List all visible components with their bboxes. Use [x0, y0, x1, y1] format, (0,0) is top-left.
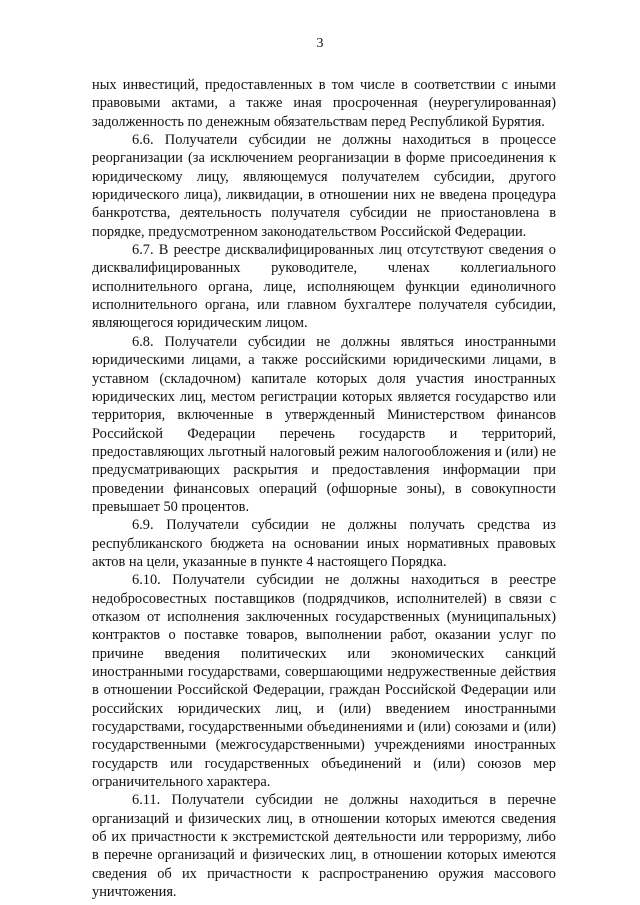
document-body	[92, 76, 556, 901]
paragraph-6-6: 6.6. Получатели субсидии не должны находиться в процессе реорганизации (за исключением реорганизации в форме присоединения к юридическому лицу, являющемуся получателем субсидии, другого юридического лица), ликвидации, в отношении них не введена процедура банкротства, деятельность получателя субсидии не приостановлена в порядке, предусмотренном законодательством Российской Федерации.	[92, 132, 556, 240]
paragraph-6-11: 6.11. Получатели субсидии не должны находиться в перечне организаций и физических лиц, в отношении которых имеются сведения об их причастности к экстремистской деятельности или терроризму, либо в перечне организаций и физических лиц, в отношении которых имеются сведения об их причастности к распространению оружия массового уничтожения.	[92, 792, 556, 901]
page-number: 3	[316, 36, 324, 51]
paragraph-6-7: 6.7. В реестре дисквалифицированных лиц отсутствуют сведения о дисквалифицированных руководителе, членах коллегиального исполнительного органа, лице, исполняющем функции единоличного исполнительного органа, или главном бухгалтере получателя субсидии, являющегося юридическим лицом.	[92, 242, 556, 332]
paragraph-6-10: 6.10. Получатели субсидии не должны находиться в реестре недобросовестных поставщиков (подрядчиков, исполнителей) в связи с отказом от исполнения заключенных государственных (муниципальных) контрактов о поставке товаров, выполнении работ, оказании услуг по причине введения политических или экономических санкций иностранными государствами, совершающими недружественные действия в отношении Российской Федерации, граждан Российской Федерации или российских юридических лиц, и (или) введением иностранными государствами, государственными объединениями и (или) союзами и (или) государственными (межгосударственными) учреждениями иностранных государств или государственных объединений и (или) союзов мер ограничительного характера.	[92, 572, 556, 791]
paragraph-6-8: 6.8. Получатели субсидии не должны являться иностранными юридическими лицами, а также российскими юридическими лицами, в уставном (складочном) капитале которых доля участия иностранных юридических лиц, местом регистрации которых является государство или территория, включенные в утвержденный Министерством финансов Российской Федерации перечень государств и территорий, предоставляющих льготный налоговый режим налогообложения и (или) не предусматривающих раскрытия и предоставления информации при проведении финансовых операций (офшорные зоны), в совокупности превышает 50 процентов.	[92, 333, 556, 515]
paragraph-continuation: ных инвестиций, предоставленных в том числе в соответствии с иными правовыми актами, а также иная просроченная (неурегулированная) задолженность по денежным обязательствам перед Республикой Бурятия.	[92, 77, 556, 130]
paragraph-6-9: 6.9. Получатели субсидии не должны получать средства из республиканского бюджета на основании иных нормативных правовых актов на цели, указанные в пункте 4 настоящего Порядка.	[92, 517, 556, 570]
